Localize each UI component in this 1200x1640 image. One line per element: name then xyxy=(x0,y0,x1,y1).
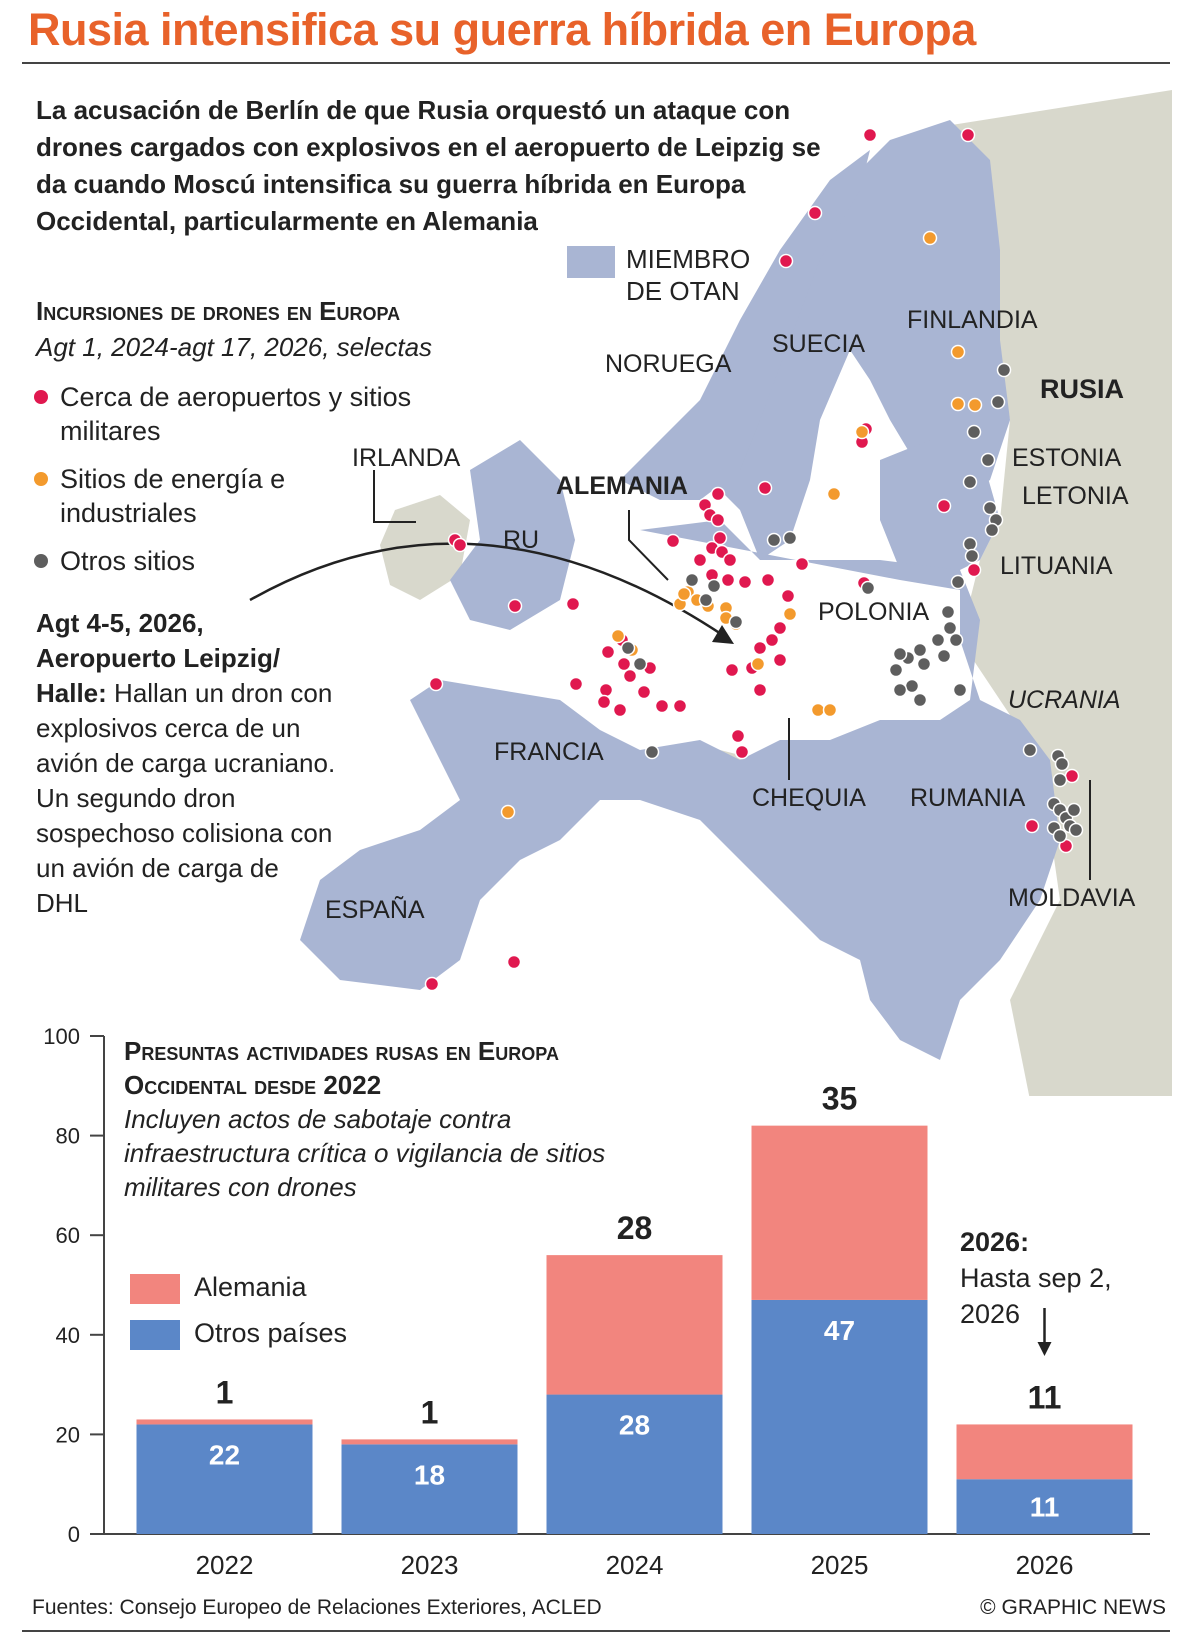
y-tick-label: 80 xyxy=(55,1123,80,1149)
x-tick-label-2026: 2026 xyxy=(1015,1550,1074,1580)
country-label-francia: FRANCIA xyxy=(494,738,604,766)
chart-legend-alemania-label: Alemania xyxy=(194,1272,307,1302)
country-label-polonia: POLONIA xyxy=(818,598,930,626)
legend-label-airports: Cerca de aeropuertos y sitios militares xyxy=(60,382,412,446)
country-label-moldavia: MOLDAVIA xyxy=(1008,884,1136,912)
source-note: Fuentes: Consejo Europeo de Relaciones Exteriores, ACLED xyxy=(32,1596,602,1619)
country-label-finlandia: FINLANDIA xyxy=(907,306,1038,334)
bar-alemania-2026 xyxy=(957,1424,1133,1479)
value-label-otros-2025: 47 xyxy=(823,1314,856,1346)
bar-alemania-2022 xyxy=(137,1419,313,1424)
value-label-otros-2026: 11 xyxy=(1029,1491,1060,1523)
country-label-ru: RU xyxy=(503,526,540,554)
map-section-subtitle: Agt 1, 2024-agt 17, 2026, selectas xyxy=(36,332,433,362)
x-tick-label-2023: 2023 xyxy=(400,1550,459,1580)
note-2026-bold: 2026: xyxy=(960,1227,1030,1257)
country-label-espana: ESPAÑA xyxy=(325,896,425,924)
country-label-estonia: ESTONIA xyxy=(1012,444,1122,472)
x-tick-label-2025: 2025 xyxy=(810,1550,869,1580)
note-arrowhead xyxy=(1038,1342,1052,1356)
country-label-letonia: LETONIA xyxy=(1022,482,1129,510)
y-tick-label: 100 xyxy=(43,1024,80,1049)
y-tick-label: 40 xyxy=(55,1322,80,1348)
x-tick-label-2022: 2022 xyxy=(195,1550,254,1580)
bar-alemania-2024 xyxy=(547,1255,723,1394)
note-2026 xyxy=(960,1224,1200,1332)
bar-alemania-2025 xyxy=(752,1126,928,1300)
country-label-lituania: LITUANIA xyxy=(1000,552,1113,580)
country-label-noruega: NORUEGA xyxy=(605,350,732,378)
y-tick-label: 20 xyxy=(55,1422,80,1448)
value-label-otros-2023: 18 xyxy=(413,1459,446,1491)
map-section-title: Incursiones de drones en Europa xyxy=(36,296,401,326)
country-label-chequia: CHEQUIA xyxy=(752,784,866,812)
alemania-swatch xyxy=(130,1274,180,1304)
note-2026-text: Hasta sep 2, 2026 xyxy=(960,1263,1112,1329)
legend-label-other: Otros sitios xyxy=(60,546,196,576)
y-tick-label: 0 xyxy=(67,1522,80,1547)
legend-label-energy: Sitios de energía e industriales xyxy=(60,464,286,528)
value-label-alemania-2025: 35 xyxy=(821,1080,858,1117)
country-label-ucrania: UCRANIA xyxy=(1008,686,1121,714)
nato-legend-label: MIEMBRO DE OTAN xyxy=(626,244,751,306)
y-tick-label: 60 xyxy=(55,1223,80,1249)
lead-paragraph: La acusación de Berlín de que Rusia orquestó un ataque con drones cargados con explosivos en el aeropuerto de Leipzig se da cuando Moscú intensifica su guerra híbrida en Europa Occidental, particularmente en Alemania xyxy=(36,95,821,236)
chart-subtitle: Incluyen actos de sabotaje contra infraestructura crítica o vigilancia de sitios militares con drones xyxy=(124,1104,606,1202)
page-title: Rusia intensifica su guerra híbrida en Europa xyxy=(28,4,976,55)
value-label-alemania-2023: 1 xyxy=(420,1394,439,1431)
callout-text: Hallan un dron con explosivos cerca de un avión de carga ucraniano. Un segundo dron sospechoso colisiona con un avión de carga de DHL xyxy=(36,678,336,918)
callout-date: Agt 4-5, 2026, xyxy=(36,608,204,638)
otros-swatch xyxy=(130,1320,180,1350)
x-tick-label-2024: 2024 xyxy=(605,1550,664,1580)
credit: © GRAPHIC NEWS xyxy=(980,1596,1166,1619)
country-label-rusia: RUSIA xyxy=(1040,374,1125,404)
chart-title: Presuntas actividades rusas en Europa Occidental desde 2022 xyxy=(124,1036,559,1100)
country-label-rumania: RUMANIA xyxy=(910,784,1026,812)
callout-place: Aeropuerto Leipzig/ Halle: xyxy=(36,643,281,708)
value-label-alemania-2024: 28 xyxy=(616,1210,653,1247)
country-label-suecia: SUECIA xyxy=(772,330,866,358)
country-label-irlanda: IRLANDA xyxy=(352,444,461,472)
chart-legend-otros-label: Otros países xyxy=(194,1318,348,1348)
value-label-otros-2024: 28 xyxy=(618,1409,651,1441)
value-label-alemania-2026: 11 xyxy=(1027,1379,1062,1416)
bar-alemania-2023 xyxy=(342,1439,518,1444)
country-label-alemania: ALEMANIA xyxy=(556,472,688,500)
value-label-alemania-2022: 1 xyxy=(215,1374,234,1411)
bottom-divider xyxy=(22,1630,1170,1632)
value-label-otros-2022: 22 xyxy=(208,1439,241,1471)
